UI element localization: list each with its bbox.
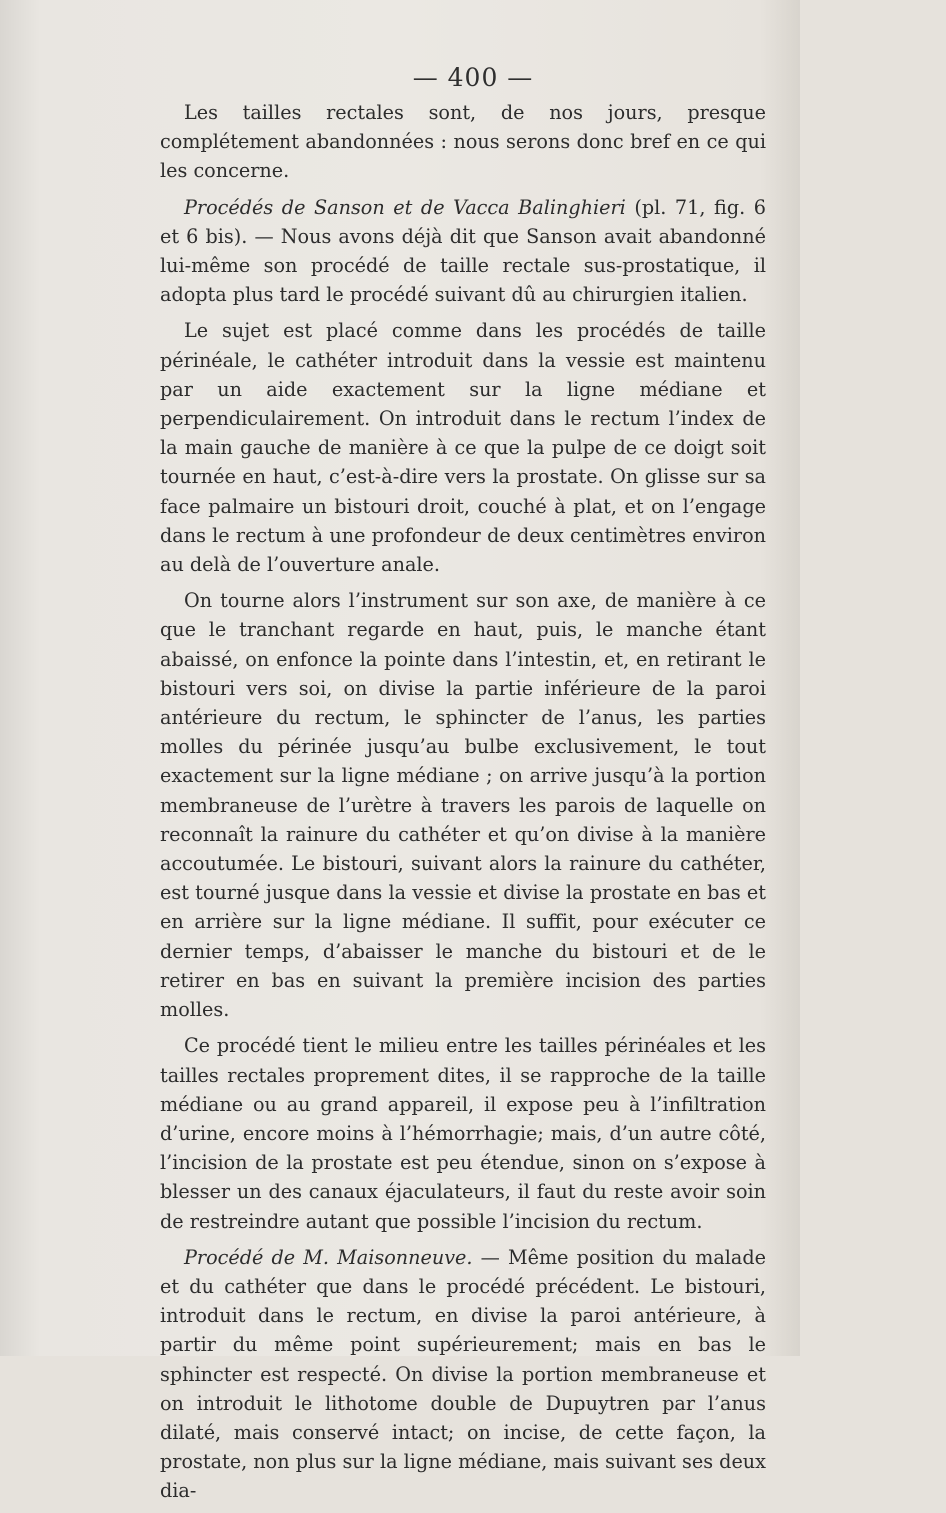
body-text xyxy=(160,98,766,1513)
paragraph-text: Ce procédé tient le milieu entre les tailles périnéales et les tailles rectales proprement dites, il se rapproche de la taille médiane ou au grand appareil, il expose peu à l’infiltration d’urine, encore moins à l’hémorrhagie; mais, d’un autre côté, l’incision de la prostate est peu étendue, sinon on s’expose à blesser un des canaux éjaculateurs, il faut du reste avoir soin de restreindre autant que possible l’incision du rectum. xyxy=(160,1034,766,1233)
paragraph-sanson-heading xyxy=(160,193,766,310)
paragraph-position xyxy=(160,316,766,579)
paragraph-maisonneuve xyxy=(160,1243,766,1506)
paragraph-comparison xyxy=(160,1031,766,1235)
paragraph-text: On tourne alors l’instrument sur son axe, de manière à ce que le tranchant regarde en haut, puis, le manche étant abaissé, on enfonce la pointe dans l’intestin, et, en retirant le bistouri vers soi, on divise la partie inférieure de la paroi antérieure du rectum, le sphincter de l’anus, les parties molles du périnée jusqu’au bulbe exclusivement, le tout exactement sur la ligne médiane ; on arrive jusqu’à la portion membraneuse de l’urètre à travers les parois de laquelle on reconnaît la rainure du cathéter et qu’on divise à la manière accoutumée. Le bistouri, suivant alors la rainure du cathéter, est tourné jusque dans la vessie et divise la prostate en bas et en arrière sur la ligne médiane. Il suffit, pour exécuter ce dernier temps, d’abaisser le manche du bistouri et de le retirer en bas en suivant la première incision des parties molles. xyxy=(160,589,766,1022)
paragraph-text: Le sujet est placé comme dans les procédés de taille périnéale, le cathéter introduit dans la vessie est maintenu par un aide exactement sur la ligne médiane et perpendiculairement. On introduit dans le rectum l’index de la main gauche de manière à ce que la pulpe de ce doigt soit tournée en haut, c’est-à-dire vers la prostate. On glisse sur sa face palmaire un bistouri droit, couché à plat, et on l’engage dans le rectum à une profondeur de deux centimètres environ au delà de l’ouverture anale. xyxy=(160,319,766,577)
paragraph-text: Les tailles rectales sont, de nos jours, presque complétement abandonnées : nous serons donc bref en ce qui les concerne. xyxy=(160,101,766,183)
section-heading: Procédé de M. Maisonneuve. xyxy=(184,1245,473,1269)
page-number: — 400 — xyxy=(412,63,534,92)
paragraph-text: — Même position du malade et du cathéter que dans le procédé précédent. Le bistouri, introduit dans le rectum, en divise la paroi antérieure, à partir du même point supérieurement; mais en bas le sphincter est respecté. On divise la portion membraneuse et on introduit le lithotome double de Dupuytren par l’anus dilaté, mais conservé intact; on incise, de cette façon, la prostate, non plus sur la ligne médiane, mais suivant ses deux dia- xyxy=(160,1245,766,1503)
paragraph-text: (pl. 71, fig. 6 et 6 bis). — Nous avons déjà dit que Sanson avait abandonné lui-même son procédé de taille rectale sus-prostatique, il adopta plus tard le procédé suivant dû au chirurgien italien. xyxy=(160,195,766,307)
section-heading: Procédés de Sanson et de Vacca Balinghieri xyxy=(184,195,626,219)
paragraph-intro xyxy=(160,98,766,186)
paragraph-incision xyxy=(160,586,766,1024)
